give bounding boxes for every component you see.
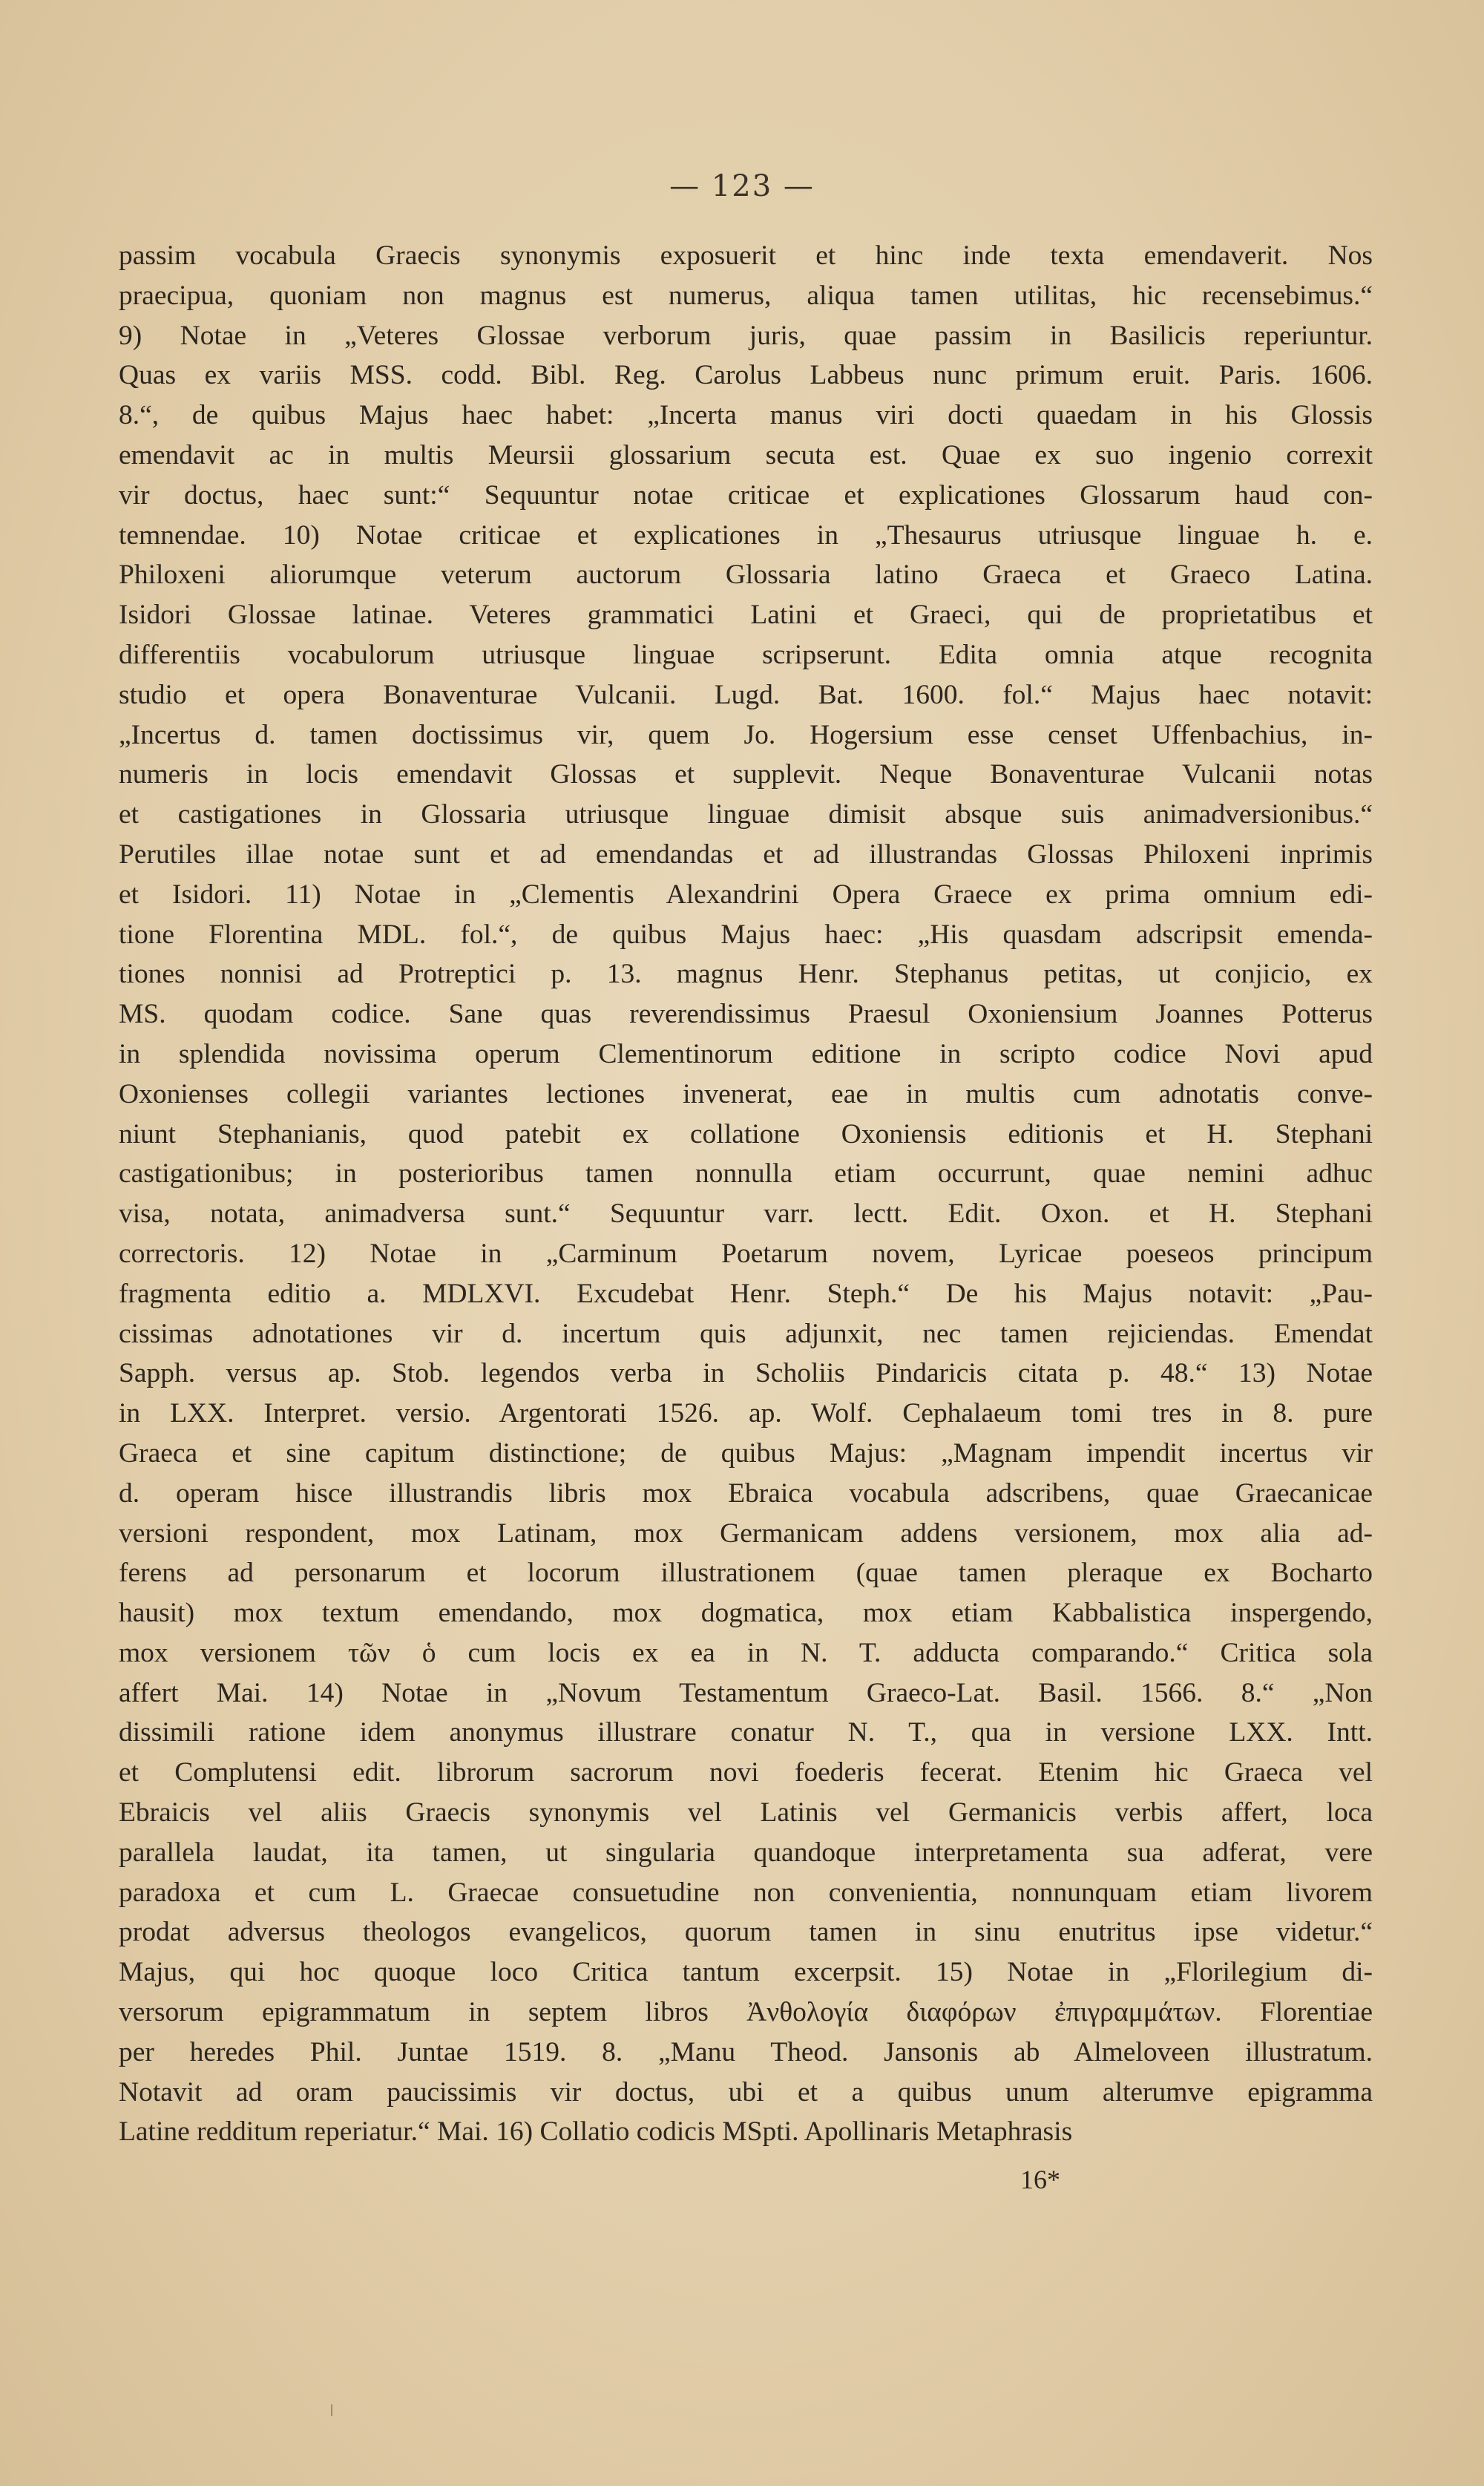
text-line: 8.“, de quibus Majus haec habet: „Incerta manus viri docti quaedam in his Glossis xyxy=(119,400,1373,431)
text-line: in LXX. Interpret. versio. Argentorati 1526. ap. Wolf. Cephalaeum tomi tres in 8. pure xyxy=(119,1398,1373,1429)
text-line: tione Florentina MDL. fol.“, de quibus Majus haec: „His quasdam adscripsit emenda- xyxy=(119,919,1373,950)
page-number: — 123 — xyxy=(669,169,815,203)
text-line: Quas ex variis MSS. codd. Bibl. Reg. Carolus Labbeus nunc primum eruit. Paris. 1606. xyxy=(119,360,1373,391)
text-line: MS. quodam codice. Sane quas reverendissimus Praesul Oxoniensium Joannes Potterus xyxy=(119,999,1373,1030)
text-line: Graeca et sine capitum distinctione; de quibus Majus: „Magnam impendit incertus vir xyxy=(119,1437,1373,1469)
text-line: temnendae. 10) Notae criticae et explicationes in „Thesaurus utriusque linguae h. e. xyxy=(119,519,1373,551)
text-line: et Isidori. 11) Notae in „Clementis Alexandrini Opera Graece ex prima omnium edi- xyxy=(119,879,1373,910)
text-line: et Complutensi edit. librorum sacrorum novi foederis fecerat. Etenim hic Graeca vel xyxy=(119,1757,1373,1788)
text-line: mox versionem τῶν ὁ cum locis ex ea in N. T. adducta comparando.“ Critica sola xyxy=(119,1637,1373,1668)
text-line: affert Mai. 14) Notae in „Novum Testamentum Graeco-Lat. Basil. 1566. 8.“ „Non xyxy=(119,1677,1373,1708)
paper-speck xyxy=(331,2404,332,2416)
signature-mark: 16* xyxy=(1020,2165,1060,2194)
text-line: Majus, qui hoc quoque loco Critica tantum excerpsit. 15) Notae in „Florilegium di- xyxy=(119,1957,1373,1988)
text-line: hausit) mox textum emendando, mox dogmatica, mox etiam Kabbalistica inspergendo, xyxy=(119,1598,1373,1629)
text-line: tiones nonnisi ad Protreptici p. 13. magnus Henr. Stephanus petitas, ut conjicio, ex xyxy=(119,959,1373,990)
text-line: Latine redditum reperiatur.“ Mai. 16) Collatio codicis MSpti. Apollinaris Metaphrasis xyxy=(119,2116,1073,2148)
text-line: dissimili ratione idem anonymus illustrare conatur N. T., qua in versione LXX. Intt. xyxy=(119,1717,1373,1748)
text-line: differentiis vocabulorum utriusque linguae scripserunt. Edita omnia atque recognita xyxy=(119,639,1373,670)
text-line: praecipua, quoniam non magnus est numerus, aliqua tamen utilitas, hic recensebimus.“ xyxy=(119,280,1373,311)
text-line: Isidori Glossae latinae. Veteres grammatici Latini et Graeci, qui de proprietatibus et xyxy=(119,600,1373,631)
body-text xyxy=(119,236,1373,2152)
text-line: paradoxa et cum L. Graecae consuetudine non convenientia, nonnunquam etiam livorem xyxy=(119,1877,1373,1908)
text-line: cissimas adnotationes vir d. incertum quis adjunxit, nec tamen rejiciendas. Emendat xyxy=(119,1318,1373,1349)
text-line: 9) Notae in „Veteres Glossae verborum juris, quae passim in Basilicis reperiuntur. xyxy=(119,320,1373,351)
text-line: parallela laudat, ita tamen, ut singularia quandoque interpretamenta sua adferat, vere xyxy=(119,1837,1373,1868)
text-line: per heredes Phil. Juntae 1519. 8. „Manu Theod. Jansonis ab Almeloveen illustratum. xyxy=(119,2036,1373,2067)
text-line: emendavit ac in multis Meursii glossarium secuta est. Quae ex suo ingenio correxit xyxy=(119,439,1373,470)
text-line: visa, notata, animadversa sunt.“ Sequuntur varr. lectt. Edit. Oxon. et H. Stephani xyxy=(119,1198,1373,1230)
text-line: correctoris. 12) Notae in „Carminum Poetarum novem, Lyricae poeseos principum xyxy=(119,1238,1373,1269)
text-line: castigationibus; in posterioribus tamen nonnulla etiam occurrunt, quae nemini adhuc xyxy=(119,1158,1373,1190)
text-line: versioni respondent, mox Latinam, mox Germanicam addens versionem, mox alia ad- xyxy=(119,1518,1373,1549)
text-line: Perutiles illae notae sunt et ad emendandas et ad illustrandas Glossas Philoxeni inprimis xyxy=(119,839,1373,870)
text-line: passim vocabula Graecis synonymis exposuerit et hinc inde texta emendaverit. Nos xyxy=(119,240,1373,271)
text-line: numeris in locis emendavit Glossas et supplevit. Neque Bonaventurae Vulcanii notas xyxy=(119,759,1373,790)
text-line: ferens ad personarum et locorum illustrationem (quae tamen pleraque ex Bocharto xyxy=(119,1558,1373,1589)
text-line: versorum epigrammatum in septem libros Ἀνθολογία διαφόρων ἐπιγραμμάτων. Florentiae xyxy=(119,1997,1373,2028)
text-line: et castigationes in Glossaria utriusque linguae dimisit absque suis animadversionibus.“ xyxy=(119,799,1373,830)
text-line: Philoxeni aliorumque veterum auctorum Glossaria latino Graeca et Graeco Latina. xyxy=(119,560,1373,591)
text-line: fragmenta editio a. MDLXVI. Excudebat Henr. Steph.“ De his Majus notavit: „Pau- xyxy=(119,1278,1373,1309)
text-line: Oxonienses collegii variantes lectiones invenerat, eae in multis cum adnotatis conve- xyxy=(119,1078,1373,1109)
text-line: niunt Stephanianis, quod patebit ex collatione Oxoniensis editionis et H. Stephani xyxy=(119,1118,1373,1149)
text-line: in splendida novissima operum Clementinorum editione in scripto codice Novi apud xyxy=(119,1038,1373,1069)
text-line: Ebraicis vel aliis Graecis synonymis vel Latinis vel Germanicis verbis affert, loca xyxy=(119,1797,1373,1829)
text-line: Notavit ad oram paucissimis vir doctus, ubi et a quibus unum alterumve epigramma xyxy=(119,2076,1373,2108)
text-line: prodat adversus theologos evangelicos, quorum tamen in sinu enutritus ipse videtur.“ xyxy=(119,1917,1373,1948)
text-line: vir doctus, haec sunt:“ Sequuntur notae criticae et explicationes Glossarum haud con- xyxy=(119,479,1373,511)
text-line: studio et opera Bonaventurae Vulcanii. Lugd. Bat. 1600. fol.“ Majus haec notavit: xyxy=(119,679,1373,710)
text-line: „Incertus d. tamen doctissimus vir, quem Jo. Hogersium esse censet Uffenbachius, in- xyxy=(119,719,1373,750)
text-line: Sapph. versus ap. Stob. legendos verba in Scholiis Pindaricis citata p. 48.“ 13) Notae xyxy=(119,1358,1373,1389)
text-line: d. operam hisce illustrandis libris mox Ebraica vocabula adscribens, quae Graecanicae xyxy=(119,1478,1373,1509)
